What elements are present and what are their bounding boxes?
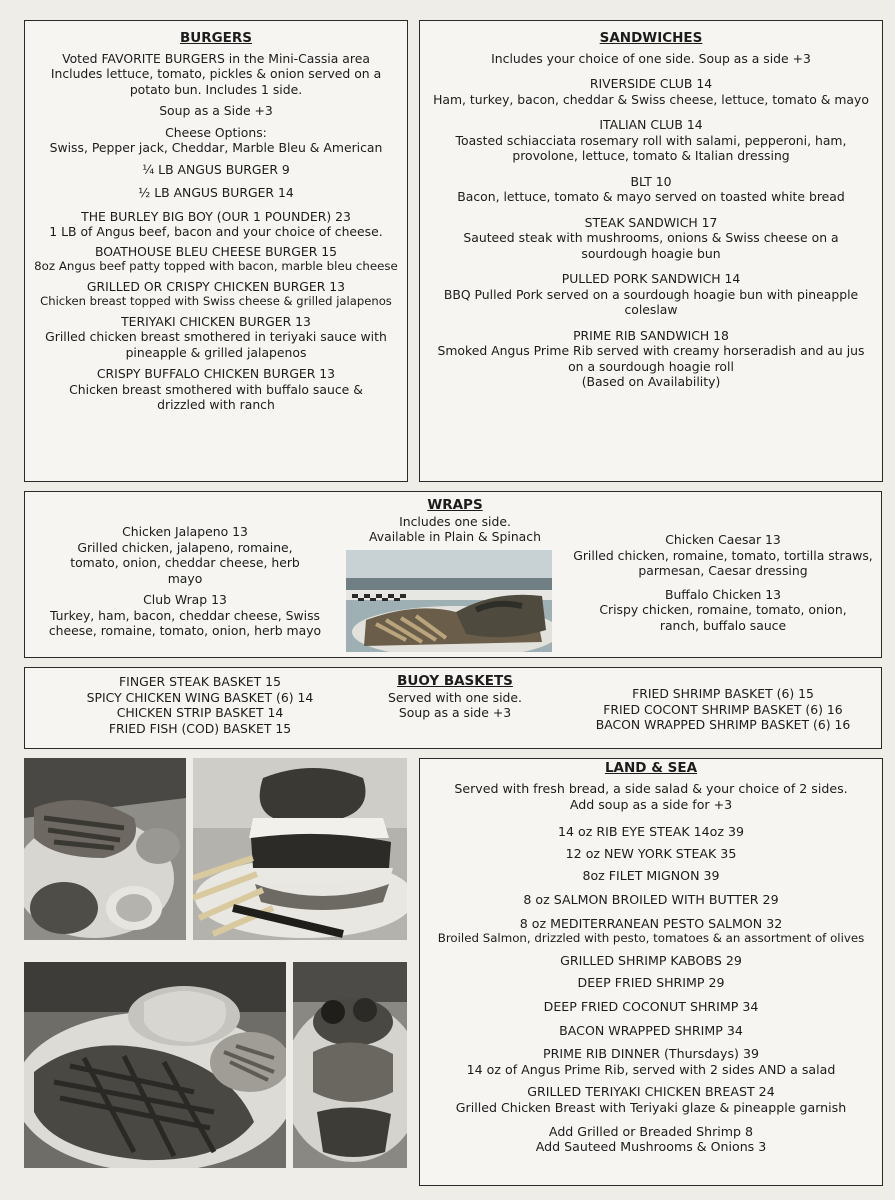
- menu-item: [29, 366, 403, 413]
- menu-item: [29, 185, 403, 201]
- item-desc: BBQ Pulled Pork served on a sourdough hoagie bun with pineapple coleslaw: [443, 286, 859, 317]
- menu-item: [565, 587, 881, 634]
- item-title: BOATHOUSE BLEU CHEESE BURGER 15: [94, 243, 338, 259]
- item-desc: Chicken breast smothered with buffalo sauce & drizzled with ranch: [69, 381, 363, 412]
- addon-mushrooms: Add Sauteed Mushrooms & Onions 3: [535, 1139, 767, 1155]
- menu-item: [426, 1023, 876, 1039]
- item-title: 8oz FILET MIGNON 39: [582, 867, 720, 883]
- wraps-center-column: [345, 498, 565, 545]
- menu-item: [426, 174, 876, 205]
- menu-item: [426, 215, 876, 262]
- menu-item: [426, 953, 876, 969]
- menu-item: [426, 1046, 876, 1078]
- burgers-intro: Voted FAVORITE BURGERS in the Mini-Cassia area Includes lettuce, tomato, pickles & onion served on a potato bun. Includes 1 side.: [50, 50, 382, 97]
- menu-item: [426, 999, 876, 1015]
- wraps-right-column: [565, 532, 881, 633]
- sandwiches-section: [419, 20, 883, 482]
- item-title: THE BURLEY BIG BOY (OUR 1 POUNDER) 23: [81, 208, 351, 224]
- basket-item: FRIED FISH (COD) BASKET 15: [108, 720, 292, 736]
- item-desc: Grilled chicken breast smothered in teriyaki sauce with pineapple & grilled jalapenos: [45, 329, 387, 360]
- chicken-plate-photo: [24, 758, 186, 940]
- baskets-right-column: [565, 686, 881, 733]
- item-title: ¼ LB ANGUS BURGER 9: [142, 161, 290, 177]
- item-title: GRILLED OR CRISPY CHICKEN BURGER 13: [86, 278, 346, 294]
- item-title: BACON WRAPPED SHRIMP 34: [559, 1022, 743, 1038]
- wraps-heading: WRAPS: [427, 497, 483, 513]
- shrimp-plate-photo: [293, 962, 407, 1168]
- item-desc: Bacon, lettuce, tomato & mayo served on toasted white bread: [457, 189, 845, 204]
- item-title: 8 oz SALMON BROILED WITH BUTTER 29: [523, 891, 779, 907]
- wrap-plate-photo: [346, 550, 552, 652]
- basket-item: BACON WRAPPED SHRIMP BASKET (6) 16: [595, 717, 851, 732]
- addon-shrimp: Add Grilled or Breaded Shrimp 8: [548, 1123, 754, 1139]
- menu-item: [25, 592, 345, 639]
- item-desc: Ham, turkey, bacon, cheddar & Swiss cheese, lettuce, tomato & mayo: [433, 91, 869, 107]
- baskets-intro: Served with one side.: [388, 689, 522, 705]
- item-title: 12 oz NEW YORK STEAK 35: [565, 846, 737, 862]
- item-desc: Toasted schiacciata rosemary roll with salami, pepperoni, ham, provolone, lettuce, tomato & Italian dressing: [455, 132, 847, 163]
- menu-item: [29, 162, 403, 178]
- menu-item: [426, 328, 876, 390]
- sandwiches-heading: SANDWICHES: [599, 30, 703, 46]
- wraps-section: [24, 491, 882, 658]
- burger-photo: [193, 758, 407, 940]
- baskets-heading: BUOY BASKETS: [397, 673, 513, 689]
- item-title: 14 oz RIB EYE STEAK 14oz 39: [558, 824, 744, 840]
- menu-item: [426, 271, 876, 318]
- item-desc: 14 oz of Angus Prime Rib, served with 2 sides AND a salad: [466, 1062, 836, 1078]
- menu-item: [426, 824, 876, 840]
- cheese-label: Cheese Options:: [165, 124, 267, 140]
- menu-item: [565, 532, 881, 579]
- basket-item: FRIED SHRIMP BASKET (6) 15: [632, 686, 814, 701]
- land-and-sea-section: [419, 758, 883, 1186]
- menu-item: [29, 279, 403, 310]
- menu-item: [25, 524, 345, 586]
- menu-item: [29, 209, 403, 240]
- basket-item: CHICKEN STRIP BASKET 14: [116, 705, 284, 720]
- item-desc: Sauteed steak with mushrooms, onions & Swiss cheese on a sourdough hoagie bun: [463, 230, 839, 261]
- wraps-left-column: [25, 524, 345, 639]
- basket-item: FINGER STEAK BASKET 15: [119, 674, 281, 689]
- menu-item: [426, 1084, 876, 1116]
- sandwiches-intro: Includes your choice of one side. Soup as a side +3: [491, 50, 811, 66]
- burgers-heading: BURGERS: [179, 30, 253, 46]
- item-desc: Crispy chicken, romaine, tomato, onion, ranch, buffalo sauce: [599, 602, 847, 633]
- wraps-intro: Includes one side.: [399, 513, 511, 529]
- item-desc: Grilled Chicken Breast with Teriyaki glaze & pineapple garnish: [455, 1099, 847, 1115]
- item-title: 8 oz MEDITERRANEAN PESTO SALMON 32: [519, 915, 783, 931]
- baskets-center-column: [355, 674, 555, 721]
- basket-item: SPICY CHICKEN WING BASKET (6) 14: [86, 689, 314, 705]
- baskets-left-column: [55, 674, 345, 736]
- wraps-options: Available in Plain & Spinach: [369, 529, 541, 544]
- item-desc: Grilled chicken, romaine, tomato, tortilla straws, parmesan, Caesar dressing: [573, 547, 873, 578]
- item-desc: Smoked Angus Prime Rib served with creamy horseradish and au jus on a sourdough hoagie roll: [437, 343, 865, 374]
- steak-plate-photo: [24, 962, 286, 1168]
- item-title: PRIME RIB DINNER (Thursdays) 39: [543, 1046, 759, 1062]
- menu-item: [426, 117, 876, 164]
- item-title: ½ LB ANGUS BURGER 14: [138, 185, 294, 200]
- menu-item: [426, 76, 876, 107]
- cheese-list: Swiss, Pepper jack, Cheddar, Marble Bleu & American: [49, 140, 383, 155]
- menu-item: [426, 975, 876, 991]
- item-desc: Broiled Salmon, drizzled with pesto, tomatoes & an assortment of olives: [437, 931, 865, 946]
- item-title: DEEP FRIED SHRIMP 29: [577, 974, 725, 990]
- item-title: ITALIAN CLUB 14: [599, 117, 703, 132]
- item-title: GRILLED TERIYAKI CHICKEN BREAST 24: [527, 1083, 775, 1099]
- item-title: RIVERSIDE CLUB 14: [589, 76, 713, 91]
- burgers-soup: Soup as a Side +3: [159, 103, 273, 118]
- landsea-intro: Served with fresh bread, a side salad & your choice of 2 sides.: [454, 780, 848, 796]
- menu-item: [426, 892, 876, 908]
- menu-item: [426, 846, 876, 862]
- availability-note: (Based on Availability): [581, 374, 721, 389]
- item-title: BLT 10: [630, 173, 672, 189]
- item-title: GRILLED SHRIMP KABOBS 29: [560, 953, 742, 969]
- menu-item: [426, 916, 876, 948]
- item-title: Chicken Caesar 13: [665, 532, 781, 547]
- item-title: CRISPY BUFFALO CHICKEN BURGER 13: [96, 366, 336, 381]
- burgers-section: [24, 20, 408, 482]
- item-title: STEAK SANDWICH 17: [584, 214, 718, 230]
- menu-item: [29, 314, 403, 361]
- item-title: PULLED PORK SANDWICH 14: [561, 271, 741, 286]
- item-desc: Turkey, ham, bacon, cheddar cheese, Swiss cheese, romaine, tomato, onion, herb mayo: [48, 607, 322, 638]
- item-title: PRIME RIB SANDWICH 18: [573, 327, 729, 343]
- item-title: Chicken Jalapeno 13: [122, 524, 248, 539]
- item-desc: Chicken breast topped with Swiss cheese & grilled jalapenos: [40, 294, 392, 308]
- baskets-section: [24, 667, 882, 749]
- item-desc: 1 LB of Angus beef, bacon and your choice of cheese.: [49, 224, 383, 239]
- menu-item: [426, 868, 876, 884]
- menu-item: [29, 244, 403, 275]
- landsea-heading: LAND & SEA: [604, 760, 698, 776]
- item-title: TERIYAKI CHICKEN BURGER 13: [121, 313, 311, 329]
- item-desc: 8oz Angus beef patty topped with bacon, marble bleu cheese: [34, 259, 398, 273]
- item-title: DEEP FRIED COCONUT SHRIMP 34: [543, 998, 759, 1014]
- item-title: Buffalo Chicken 13: [664, 586, 782, 602]
- item-desc: Grilled chicken, jalapeno, romaine, tomato, onion, cheddar cheese, herb mayo: [70, 539, 300, 586]
- basket-item: FRIED COCONT SHRIMP BASKET (6) 16: [603, 701, 843, 717]
- baskets-soup: Soup as a side +3: [398, 705, 512, 720]
- item-title: Club Wrap 13: [143, 592, 227, 607]
- landsea-soup: Add soup as a side for +3: [569, 796, 733, 812]
